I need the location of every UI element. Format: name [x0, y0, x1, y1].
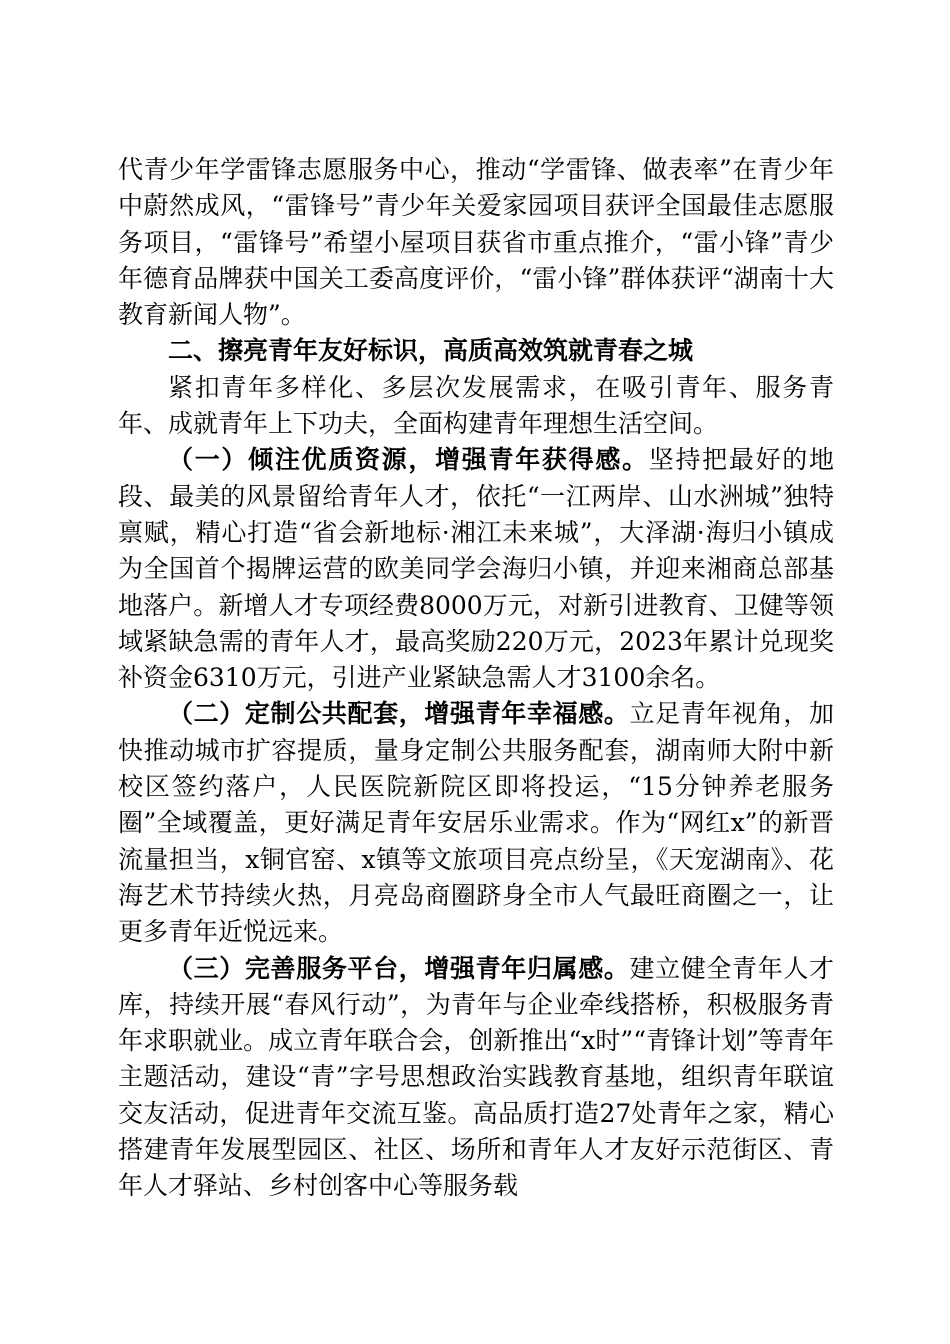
paragraph-continuation — [118, 152, 834, 333]
paragraph-text: 紧扣青年多样化、多层次发展需求，在吸引青年、服务青年、成就青年上下功夫，全面构建青年理想生活空间。 — [118, 372, 834, 439]
section-heading-text: 二、擦亮青年友好标识，高质高效筑就青春之城 — [168, 336, 694, 366]
subsection-lead: （三）完善服务平台，增强青年归属感。 — [168, 953, 630, 983]
paragraph-intro — [118, 370, 834, 443]
subsection-lead: （二）定制公共配套，增强青年幸福感。 — [168, 699, 630, 729]
subsection-lead: （一）倾注优质资源，增强青年获得感。 — [168, 445, 649, 475]
section-heading — [118, 333, 834, 369]
paragraph-text: 建立健全青年人才库，持续开展“春风行动”，为青年与企业牵线搭桥，积极服务青年求职就业。成立青年联合会，创新推出“x时”“青锋计划”等青年主题活动，建设“青”字号思想政治实践教育基地，组织青年联谊交友活动，促进青年交流互鉴。高品质打造27处青年之家，精心搭建青年发展型园区、社区、场所和青年人才友好示范街区、青年人才驿站、乡村创客中心等服务载 — [118, 953, 834, 1201]
paragraph-text: 坚持把最好的地段、最美的风景留给青年人才，依托“一江两岸、山水洲城”独特禀赋，精心打造“省会新地标·湘江未来城”，大泽湖·海归小镇成为全国首个揭牌运营的欧美同学会海归小镇，并迎来湘商总部基地落户。新增人才专项经费8000万元，对新引进教育、卫健等领域紧缺急需的青年人才，最高奖励220万元，2023年累计兑现奖补资金6310万元，引进产业紧缺急需人才3100余名。 — [118, 445, 834, 693]
document-body — [118, 152, 834, 1205]
paragraph-subsection-2 — [118, 696, 834, 950]
paragraph-subsection-1 — [118, 442, 834, 696]
paragraph-text: 代青少年学雷锋志愿服务中心，推动“学雷锋、做表率”在青少年中蔚然成风，“雷锋号”青少年关爱家园项目获评全国最佳志愿服务项目，“雷锋号”希望小屋项目获省市重点推介，“雷小锋”青少年德育品牌获中国关工委高度评价，“雷小锋”群体获评“湖南十大教育新闻人物”。 — [118, 155, 834, 330]
paragraph-text: 立足青年视角，加快推动城市扩容提质，量身定制公共服务配套，湖南师大附中新校区签约落户，人民医院新院区即将投运，“15分钟养老服务圈”全域覆盖，更好满足青年安居乐业需求。作为“网红x”的新晋流量担当，x铜官窑、x镇等文旅项目亮点纷呈，《天宠湖南》、花海艺术节持续火热，月亮岛商圈跻身全市人气最旺商圈之一，让更多青年近悦远来。 — [118, 699, 834, 947]
paragraph-subsection-3 — [118, 951, 834, 1205]
